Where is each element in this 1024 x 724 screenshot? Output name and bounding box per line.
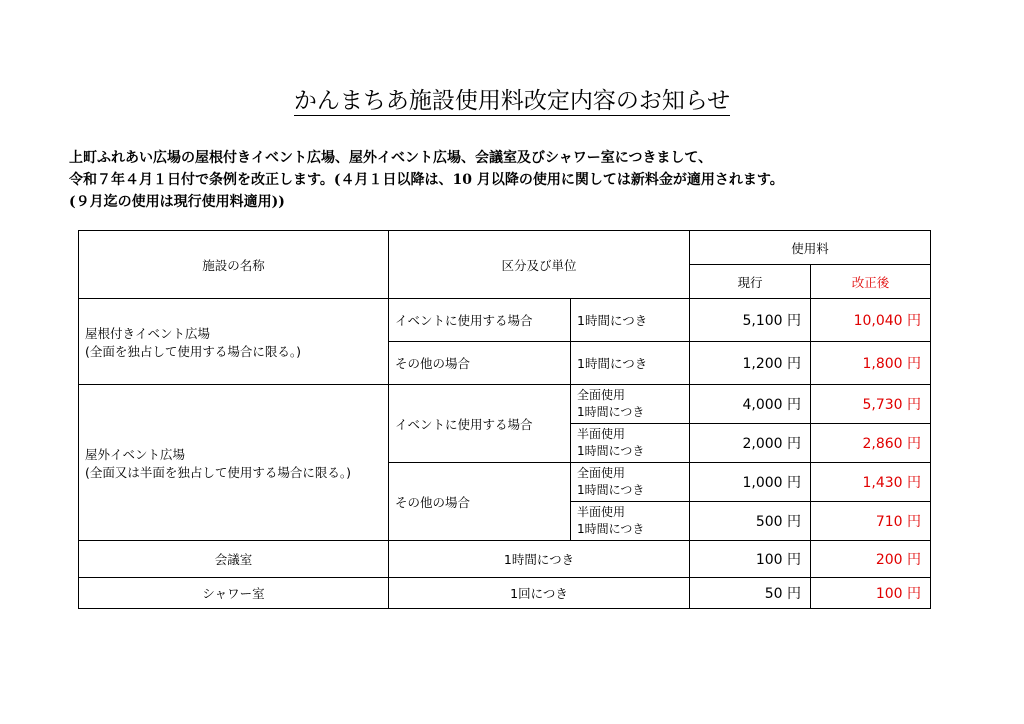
area: 全面使用 xyxy=(577,388,626,402)
current-fee: 5,100 円 xyxy=(690,299,811,342)
revised-fee: 710 円 xyxy=(811,502,931,541)
table-row xyxy=(79,541,931,578)
current-fee: 2,000 円 xyxy=(690,424,811,463)
fee-table xyxy=(78,230,931,609)
use-type: イベントに使用する場合 xyxy=(389,385,571,463)
facility-roofed-name: 屋根付きイベント広場 xyxy=(85,325,211,341)
facility-outdoor xyxy=(79,385,389,541)
revised-fee: 5,730 円 xyxy=(811,385,931,424)
intro-text xyxy=(69,147,989,213)
current-fee: 1,000 円 xyxy=(690,463,811,502)
revised-fee: 2,860 円 xyxy=(811,424,931,463)
area-unit xyxy=(571,385,690,424)
intro-line-1: 上町ふれあい広場の屋根付きイベント広場、屋外イベント広場、会議室及びシャワー室につきまして、 xyxy=(69,150,713,166)
table-row xyxy=(79,299,931,342)
facility-outdoor-note: (全面又は半面を独占して使用する場合に限る。) xyxy=(85,464,352,480)
current-fee: 4,000 円 xyxy=(690,385,811,424)
table-row xyxy=(79,578,931,609)
area-unit xyxy=(571,502,690,541)
header-facility: 施設の名称 xyxy=(79,231,389,299)
header-category: 区分及び単位 xyxy=(389,231,690,299)
use-type: その他の場合 xyxy=(389,463,571,541)
facility-shower-room: シャワー室 xyxy=(79,578,389,609)
area: 半面使用 xyxy=(577,505,626,519)
header-revised: 改正後 xyxy=(811,265,931,299)
facility-roofed-note: (全面を独占して使用する場合に限る。) xyxy=(85,343,302,359)
unit: 1時間につき xyxy=(577,483,645,497)
unit: 1時間につき xyxy=(577,522,645,536)
use-type: イベントに使用する場合 xyxy=(389,299,571,342)
header-fee: 使用料 xyxy=(690,231,931,265)
revised-fee: 1,800 円 xyxy=(811,342,931,385)
page-title xyxy=(0,84,1024,118)
unit: 1回につき xyxy=(389,578,690,609)
revised-fee: 10,040 円 xyxy=(811,299,931,342)
facility-meeting-room: 会議室 xyxy=(79,541,389,578)
unit: 1時間につき xyxy=(571,342,690,385)
revised-fee: 100 円 xyxy=(811,578,931,609)
current-fee: 1,200 円 xyxy=(690,342,811,385)
revised-fee: 1,430 円 xyxy=(811,463,931,502)
header-row-1 xyxy=(79,231,931,265)
facility-roofed xyxy=(79,299,389,385)
intro-line-2: 令和７年４月１日付で条例を改正します。(４月１日以降は、10 月以降の使用に関しては新料金が適用されます。 xyxy=(69,172,784,188)
unit: 1時間につき xyxy=(577,405,645,419)
unit: 1時間につき xyxy=(577,444,645,458)
area: 全面使用 xyxy=(577,466,626,480)
area-unit xyxy=(571,463,690,502)
unit: 1時間につき xyxy=(389,541,690,578)
intro-line-3: (９月迄の使用は現行使用料適用)) xyxy=(69,194,285,210)
area-unit xyxy=(571,424,690,463)
facility-outdoor-name: 屋外イベント広場 xyxy=(85,446,186,462)
current-fee: 100 円 xyxy=(690,541,811,578)
use-type: その他の場合 xyxy=(389,342,571,385)
current-fee: 500 円 xyxy=(690,502,811,541)
revised-fee: 200 円 xyxy=(811,541,931,578)
table-row xyxy=(79,385,931,424)
current-fee: 50 円 xyxy=(690,578,811,609)
page-title-text: かんまちあ施設使用料改定内容のお知らせ xyxy=(293,88,731,114)
area: 半面使用 xyxy=(577,427,626,441)
header-current: 現行 xyxy=(690,265,811,299)
unit: 1時間につき xyxy=(571,299,690,342)
